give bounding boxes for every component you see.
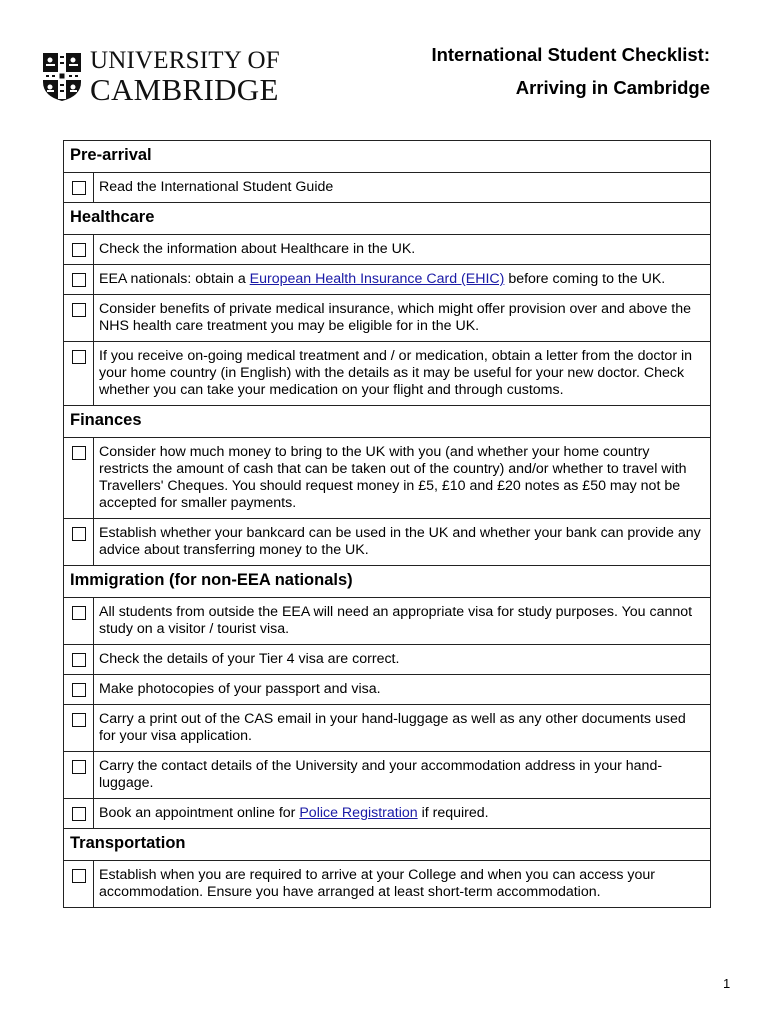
item-text: Read the International Student Guide [94, 173, 711, 203]
checkbox[interactable] [72, 606, 86, 620]
checklist-item [64, 295, 711, 342]
checklist-item [64, 752, 711, 799]
checkbox[interactable] [72, 807, 86, 821]
item-text: Establish when you are required to arrive at your College and when you can access your accommodation. Ensure you have arranged at least short-term accommodation. [94, 861, 711, 908]
checklist-item [64, 265, 711, 295]
title-line-2: Arriving in Cambridge [515, 77, 710, 98]
section-title: Immigration (for non-EEA nationals) [64, 566, 711, 598]
checklist-item [64, 235, 711, 265]
item-text: Book an appointment online for Police Registration if required. [94, 799, 711, 829]
checklist-item [64, 861, 711, 908]
item-text: Check the details of your Tier 4 visa are correct. [94, 645, 711, 675]
checklist-item [64, 342, 711, 406]
logo-line-1: UNIVERSITY OF [90, 47, 280, 74]
checkbox[interactable] [72, 273, 86, 287]
item-text: If you receive on-going medical treatment and / or medication, obtain a letter from the doctor in your home country (in English) with the details as it may be useful for your new doctor. Check whether you can take your medication on your flight and through customs. [94, 342, 711, 406]
checkbox[interactable] [72, 243, 86, 257]
checklist-item [64, 799, 711, 829]
police-registration-link[interactable]: Police Registration [299, 805, 418, 821]
checkbox[interactable] [72, 869, 86, 883]
item-text: All students from outside the EEA will need an appropriate visa for study purposes. You cannot study on a visitor / tourist visa. [94, 598, 711, 645]
checkbox[interactable] [72, 683, 86, 697]
checklist-item [64, 705, 711, 752]
page-title [431, 38, 710, 104]
section-header-healthcare [64, 203, 711, 235]
checklist-item [64, 598, 711, 645]
section-title: Healthcare [64, 203, 711, 235]
item-text: Establish whether your bankcard can be used in the UK and whether your bank can provide any advice about transferring money to the UK. [94, 519, 711, 566]
checkbox[interactable] [72, 653, 86, 667]
section-title: Pre-arrival [64, 141, 711, 173]
checkbox[interactable] [72, 446, 86, 460]
ehic-link[interactable]: European Health Insurance Card (EHIC) [249, 271, 505, 287]
page-number: 1 [723, 976, 731, 991]
section-title: Transportation [64, 829, 711, 861]
section-header-immigration [64, 566, 711, 598]
checkbox[interactable] [72, 760, 86, 774]
item-text: Carry a print out of the CAS email in your hand-luggage as well as any other documents used for your visa application. [94, 705, 711, 752]
section-header-pre-arrival [64, 141, 711, 173]
checklist-item [64, 645, 711, 675]
checkbox[interactable] [72, 527, 86, 541]
checklist-item [64, 519, 711, 566]
item-text: Make photocopies of your passport and visa. [94, 675, 711, 705]
checkbox[interactable] [72, 303, 86, 317]
checkbox[interactable] [72, 350, 86, 364]
checklist-item [64, 675, 711, 705]
item-text: Check the information about Healthcare in the UK. [94, 235, 711, 265]
title-line-1: International Student Checklist: [431, 44, 710, 65]
section-title: Finances [64, 406, 711, 438]
checkbox[interactable] [72, 713, 86, 727]
item-text: Consider benefits of private medical insurance, which might offer provision over and above the NHS health care treatment you may be eligible for in the UK. [94, 295, 711, 342]
checklist-item [64, 438, 711, 519]
checkbox[interactable] [72, 181, 86, 195]
section-header-finances [64, 406, 711, 438]
university-logo [42, 48, 280, 105]
university-crest-icon [42, 52, 82, 102]
section-header-transportation [64, 829, 711, 861]
item-text: Consider how much money to bring to the UK with you (and whether your home country restricts the amount of cash that can be taken out of the country) and/or whether to travel with Travellers' Cheques. You should request money in £5, £10 and £20 notes as £50 may not be accepted for smaller payments. [94, 438, 711, 519]
item-text: Carry the contact details of the University and your accommodation address in your hand-luggage. [94, 752, 711, 799]
checklist-item [64, 173, 711, 203]
logo-line-2: CAMBRIDGE [90, 72, 279, 107]
item-text: EEA nationals: obtain a European Health Insurance Card (EHIC) before coming to the UK. [94, 265, 711, 295]
checklist-table [63, 140, 711, 908]
